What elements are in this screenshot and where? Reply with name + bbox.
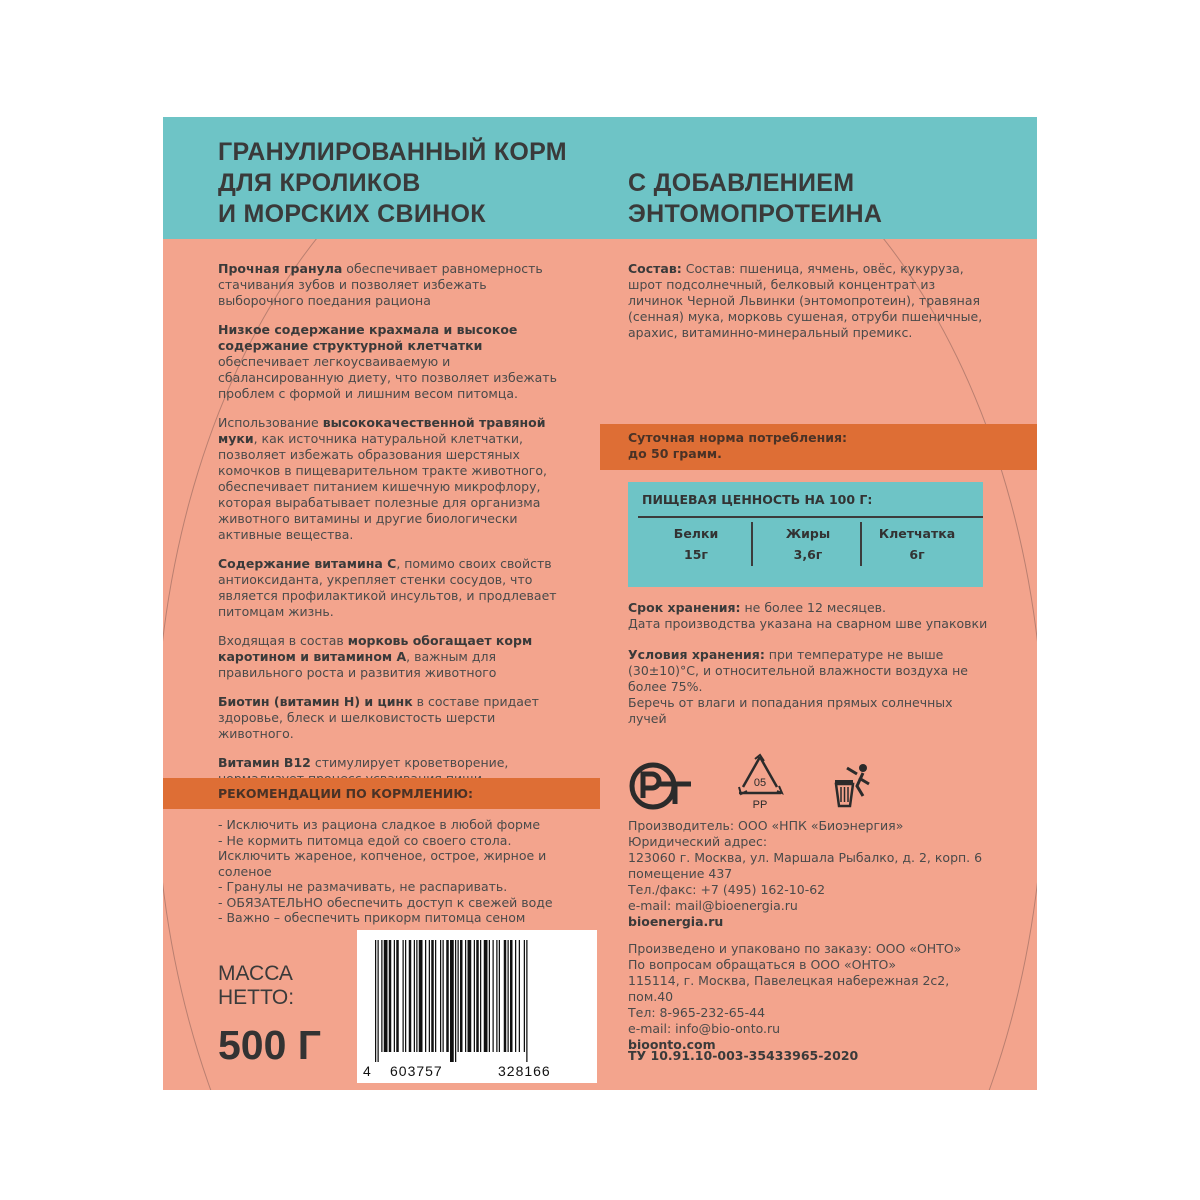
barcode-bar bbox=[443, 940, 444, 1052]
barcode-bar bbox=[458, 940, 459, 1052]
shelf-life: Срок хранения: не более 12 месяцев. Дата производства указана на сварном шве упаковки bbox=[628, 600, 988, 631]
barcode-bar bbox=[508, 940, 509, 1052]
recommendations-list bbox=[218, 817, 568, 926]
barcode-bar bbox=[403, 940, 404, 1052]
benefit-item: Прочная гранула обеспечивает равномерность стачивания зубов и позволяет избежать выборочного поедания рациона bbox=[218, 261, 543, 308]
barcode-bar bbox=[504, 940, 507, 1052]
benefit-item: Использование высококачественной травяной муки, как источника натуральной клетчатки, позволяет избежать образования шерстяных комочков в пищеварительном тракте животного, обеспечивает питанием кишечную микрофлору, которая вырабатывает полезные для организма животного витамины и другие биологически активные вещества. bbox=[218, 415, 547, 542]
barcode-bar bbox=[460, 940, 463, 1052]
composition-text: Состав: пшеница, ячмень, овёс, кукуруза, шрот подсолнечный, белковый концентрат из личинок Черной Львинки (энтомопротеин), травяная (сенная) мука, морковь сушеная, отруби пшеничные, арахис, витаминно-минеральный премикс. bbox=[628, 261, 983, 340]
barcode-bar bbox=[510, 940, 513, 1052]
barcode-bar bbox=[381, 940, 382, 1052]
packer-site: bioonto.com bbox=[628, 1037, 716, 1052]
benefit-item: Низкое содержание крахмала и высокое содержание структурной клетчатки обеспечивает легкоусваиваемую и сбалансированную диету, что позволяет избежать проблем с формой и лишним весом питомца. bbox=[218, 322, 557, 401]
list-item: - Исключить из рациона сладкое в любой форме bbox=[218, 817, 541, 832]
barcode-bar bbox=[526, 940, 527, 1062]
barcode-bar bbox=[476, 940, 479, 1052]
barcode-digit: 4 bbox=[363, 1063, 371, 1079]
barcode-bar bbox=[414, 940, 415, 1052]
barcode-group-right: 328166 bbox=[498, 1063, 551, 1079]
barcode-bar bbox=[389, 940, 392, 1052]
rst-certification-icon bbox=[629, 762, 695, 810]
barcode-bar bbox=[416, 940, 417, 1052]
barcode-bar bbox=[465, 940, 466, 1052]
product-subtitle: С ДОБАВЛЕНИЕМ ЭНТОМОПРОТЕИНА bbox=[628, 169, 883, 228]
net-weight-label: МАССА НЕТТО: bbox=[218, 962, 295, 1009]
storage-conditions: Условия хранения: при температуре не выше (30±10)°С, и относительной влажности воздуха не более 75%. Беречь от влаги и попадания прямых солнечных лучей bbox=[628, 647, 968, 726]
barcode bbox=[357, 930, 597, 1083]
list-item: - Важно – обеспечить прикорм питомца сеном bbox=[218, 910, 526, 925]
barcode-bar bbox=[394, 940, 395, 1052]
composition-label: Состав: bbox=[628, 261, 682, 276]
barcode-bar bbox=[468, 940, 472, 1052]
barcode-bar bbox=[425, 940, 426, 1052]
nutrition-table bbox=[628, 482, 983, 587]
barcode-bar bbox=[429, 940, 430, 1052]
barcode-bar bbox=[419, 940, 423, 1052]
barcode-bar bbox=[515, 940, 516, 1052]
dispose-in-bin-icon bbox=[831, 762, 875, 810]
barcode-bar bbox=[493, 940, 494, 1052]
manufacturer-site: bioenergia.ru bbox=[628, 914, 724, 929]
barcode-bar bbox=[489, 940, 490, 1052]
packer-info: Произведено и упаковано по заказу: ООО «ОНТО» По вопросам обращаться в ООО «ОНТО» 115114, г. Москва, Павелецкая набережная 2с2, пом.40 Тел: 8-965-232-65-44 e-mail: info@bio-onto.ru bioonto.com bbox=[628, 941, 998, 1053]
nutrition-fat: Жиры 3,6г bbox=[785, 526, 831, 562]
barcode-bar bbox=[405, 940, 406, 1052]
list-item: - Не кормить питомца едой со своего стола. Исключить жареное, копченое, острое, жирное и соленое bbox=[218, 832, 547, 879]
standard-code: ТУ 10.91.10-003-35433965-2020 bbox=[628, 1048, 859, 1063]
manufacturer-info: Производитель: ООО «НПК «Биоэнергия» Юридический адрес: 123060 г. Москва, ул. Маршала Рыбалко, д. 2, корп. 6 помещение 437 Тел./факс: +7 (495) 162-10-62 e-mail: mail@bioenergia.ru bioenergia.ru bbox=[628, 818, 998, 930]
list-item: - ОБЯЗАТЕЛЬНО обеспечить доступ к свежей воде bbox=[218, 894, 553, 910]
barcode-bar bbox=[446, 940, 449, 1052]
barcode-bar bbox=[499, 940, 500, 1052]
barcode-bar bbox=[496, 940, 497, 1052]
nutrition-title: ПИЩЕВАЯ ЦЕННОСТЬ НА 100 Г: bbox=[642, 492, 873, 507]
barcode-bar bbox=[431, 940, 434, 1052]
benefit-item: Биотин (витамин Н) и цинк в составе придает здоровье, блеск и шелковистость шерсти животного. bbox=[218, 694, 539, 741]
svg-text:PP: PP bbox=[752, 799, 768, 811]
list-item: - Гранулы не размачивать, не распаривать. bbox=[218, 879, 508, 894]
daily-norm-text: Суточная норма потребления: до 50 грамм. bbox=[628, 430, 848, 461]
barcode-bar bbox=[378, 940, 379, 1062]
svg-text:05: 05 bbox=[753, 777, 767, 789]
barcode-bar bbox=[484, 940, 488, 1052]
benefit-item: Витамин В12 стимулирует кроветворение, bbox=[218, 755, 509, 770]
barcode-group-left: 603757 bbox=[390, 1063, 443, 1079]
nutrition-protein: Белки 15г bbox=[673, 526, 719, 562]
barcode-bar bbox=[524, 940, 525, 1052]
recommendations-title: РЕКОМЕНДАЦИИ ПО КОРМЛЕНИЮ: bbox=[218, 786, 474, 801]
barcode-bar bbox=[455, 940, 456, 1062]
barcode-bar bbox=[409, 940, 412, 1052]
barcode-bar bbox=[435, 940, 436, 1052]
benefit-item: Входящая в состав морковь обогащает корм каротином и витамином А, важным для правильного роста и развития животного bbox=[218, 633, 533, 680]
composition bbox=[628, 261, 988, 341]
barcode-bar bbox=[396, 940, 399, 1052]
barcode-bar bbox=[440, 940, 441, 1052]
barcode-bars bbox=[375, 940, 579, 1062]
net-weight-value: 500 Г bbox=[218, 1022, 322, 1068]
benefits-list bbox=[218, 261, 563, 800]
barcode-bar bbox=[375, 940, 376, 1062]
benefit-item: Содержание витамина С, помимо своих свойств антиоксиданта, укрепляет стенки сосудов, что является профилактикой инсультов, и продлевает питомцам жизнь. bbox=[218, 556, 557, 619]
package-back-label bbox=[163, 117, 1037, 1090]
recycle-05-pp-icon bbox=[733, 753, 787, 811]
barcode-bar bbox=[519, 940, 520, 1052]
barcode-bar bbox=[480, 940, 481, 1052]
barcode-bar bbox=[450, 940, 454, 1062]
product-title: ГРАНУЛИРОВАННЫЙ КОРМ ДЛЯ КРОЛИКОВ И МОРСКИХ СВИНОК bbox=[218, 138, 567, 228]
nutrition-divider bbox=[638, 516, 983, 518]
barcode-bar bbox=[384, 940, 388, 1052]
barcode-bar bbox=[474, 940, 475, 1052]
nutrition-fiber: Клетчатка 6г bbox=[878, 526, 956, 562]
